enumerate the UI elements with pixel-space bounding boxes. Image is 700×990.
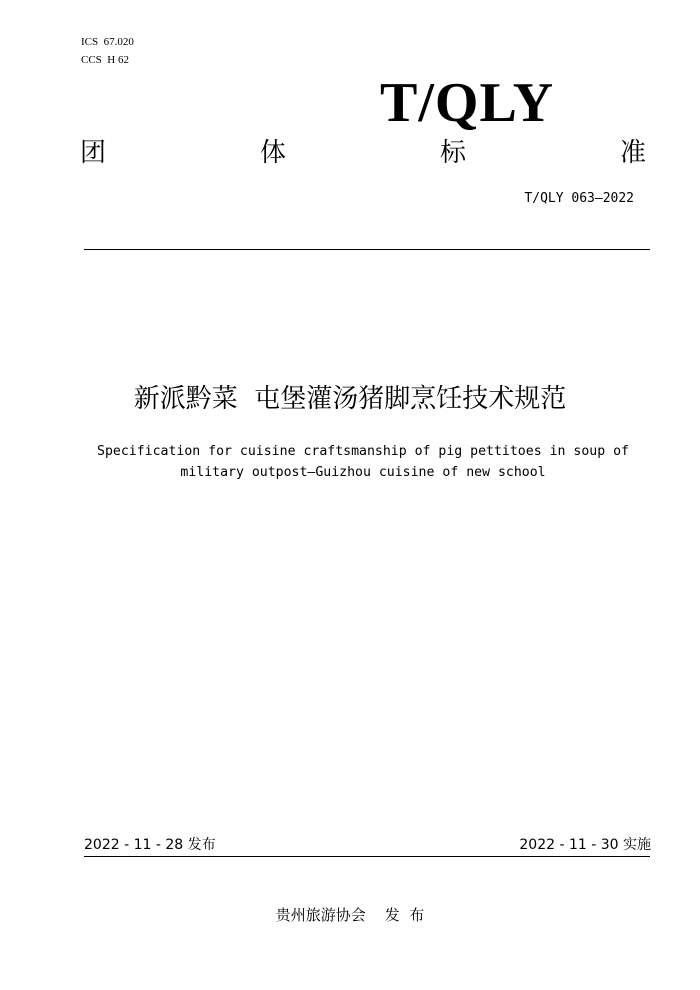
standard-type xyxy=(80,136,646,170)
standard-type-char: 团 xyxy=(80,138,107,168)
implementation-date: 2022 - 11 - 30 实施 xyxy=(519,837,651,853)
ics-code: ICS 67.020 xyxy=(81,36,134,48)
publisher: 贵州旅游协会 发 布 xyxy=(275,906,425,924)
title-chinese: 新派黔菜 屯堡灌汤猪脚烹饪技术规范 xyxy=(133,384,567,414)
standard-type-char: 体 xyxy=(259,138,286,168)
footer-divider xyxy=(84,856,650,857)
title-english: Specification for cuisine craftsmanship of pig pettitoes in soup of military outpost—Guizhou cuisine of new school xyxy=(97,444,629,480)
standard-type-char: 标 xyxy=(439,138,466,168)
standard-logo: T/QLY xyxy=(380,72,555,134)
header-divider xyxy=(84,249,650,250)
issue-date: 2022 - 11 - 28 发布 xyxy=(84,837,216,853)
ccs-code: CCS H 62 xyxy=(81,54,129,66)
standard-type-char: 准 xyxy=(619,138,646,168)
standard-number: T/QLY 063—2022 xyxy=(524,191,634,206)
